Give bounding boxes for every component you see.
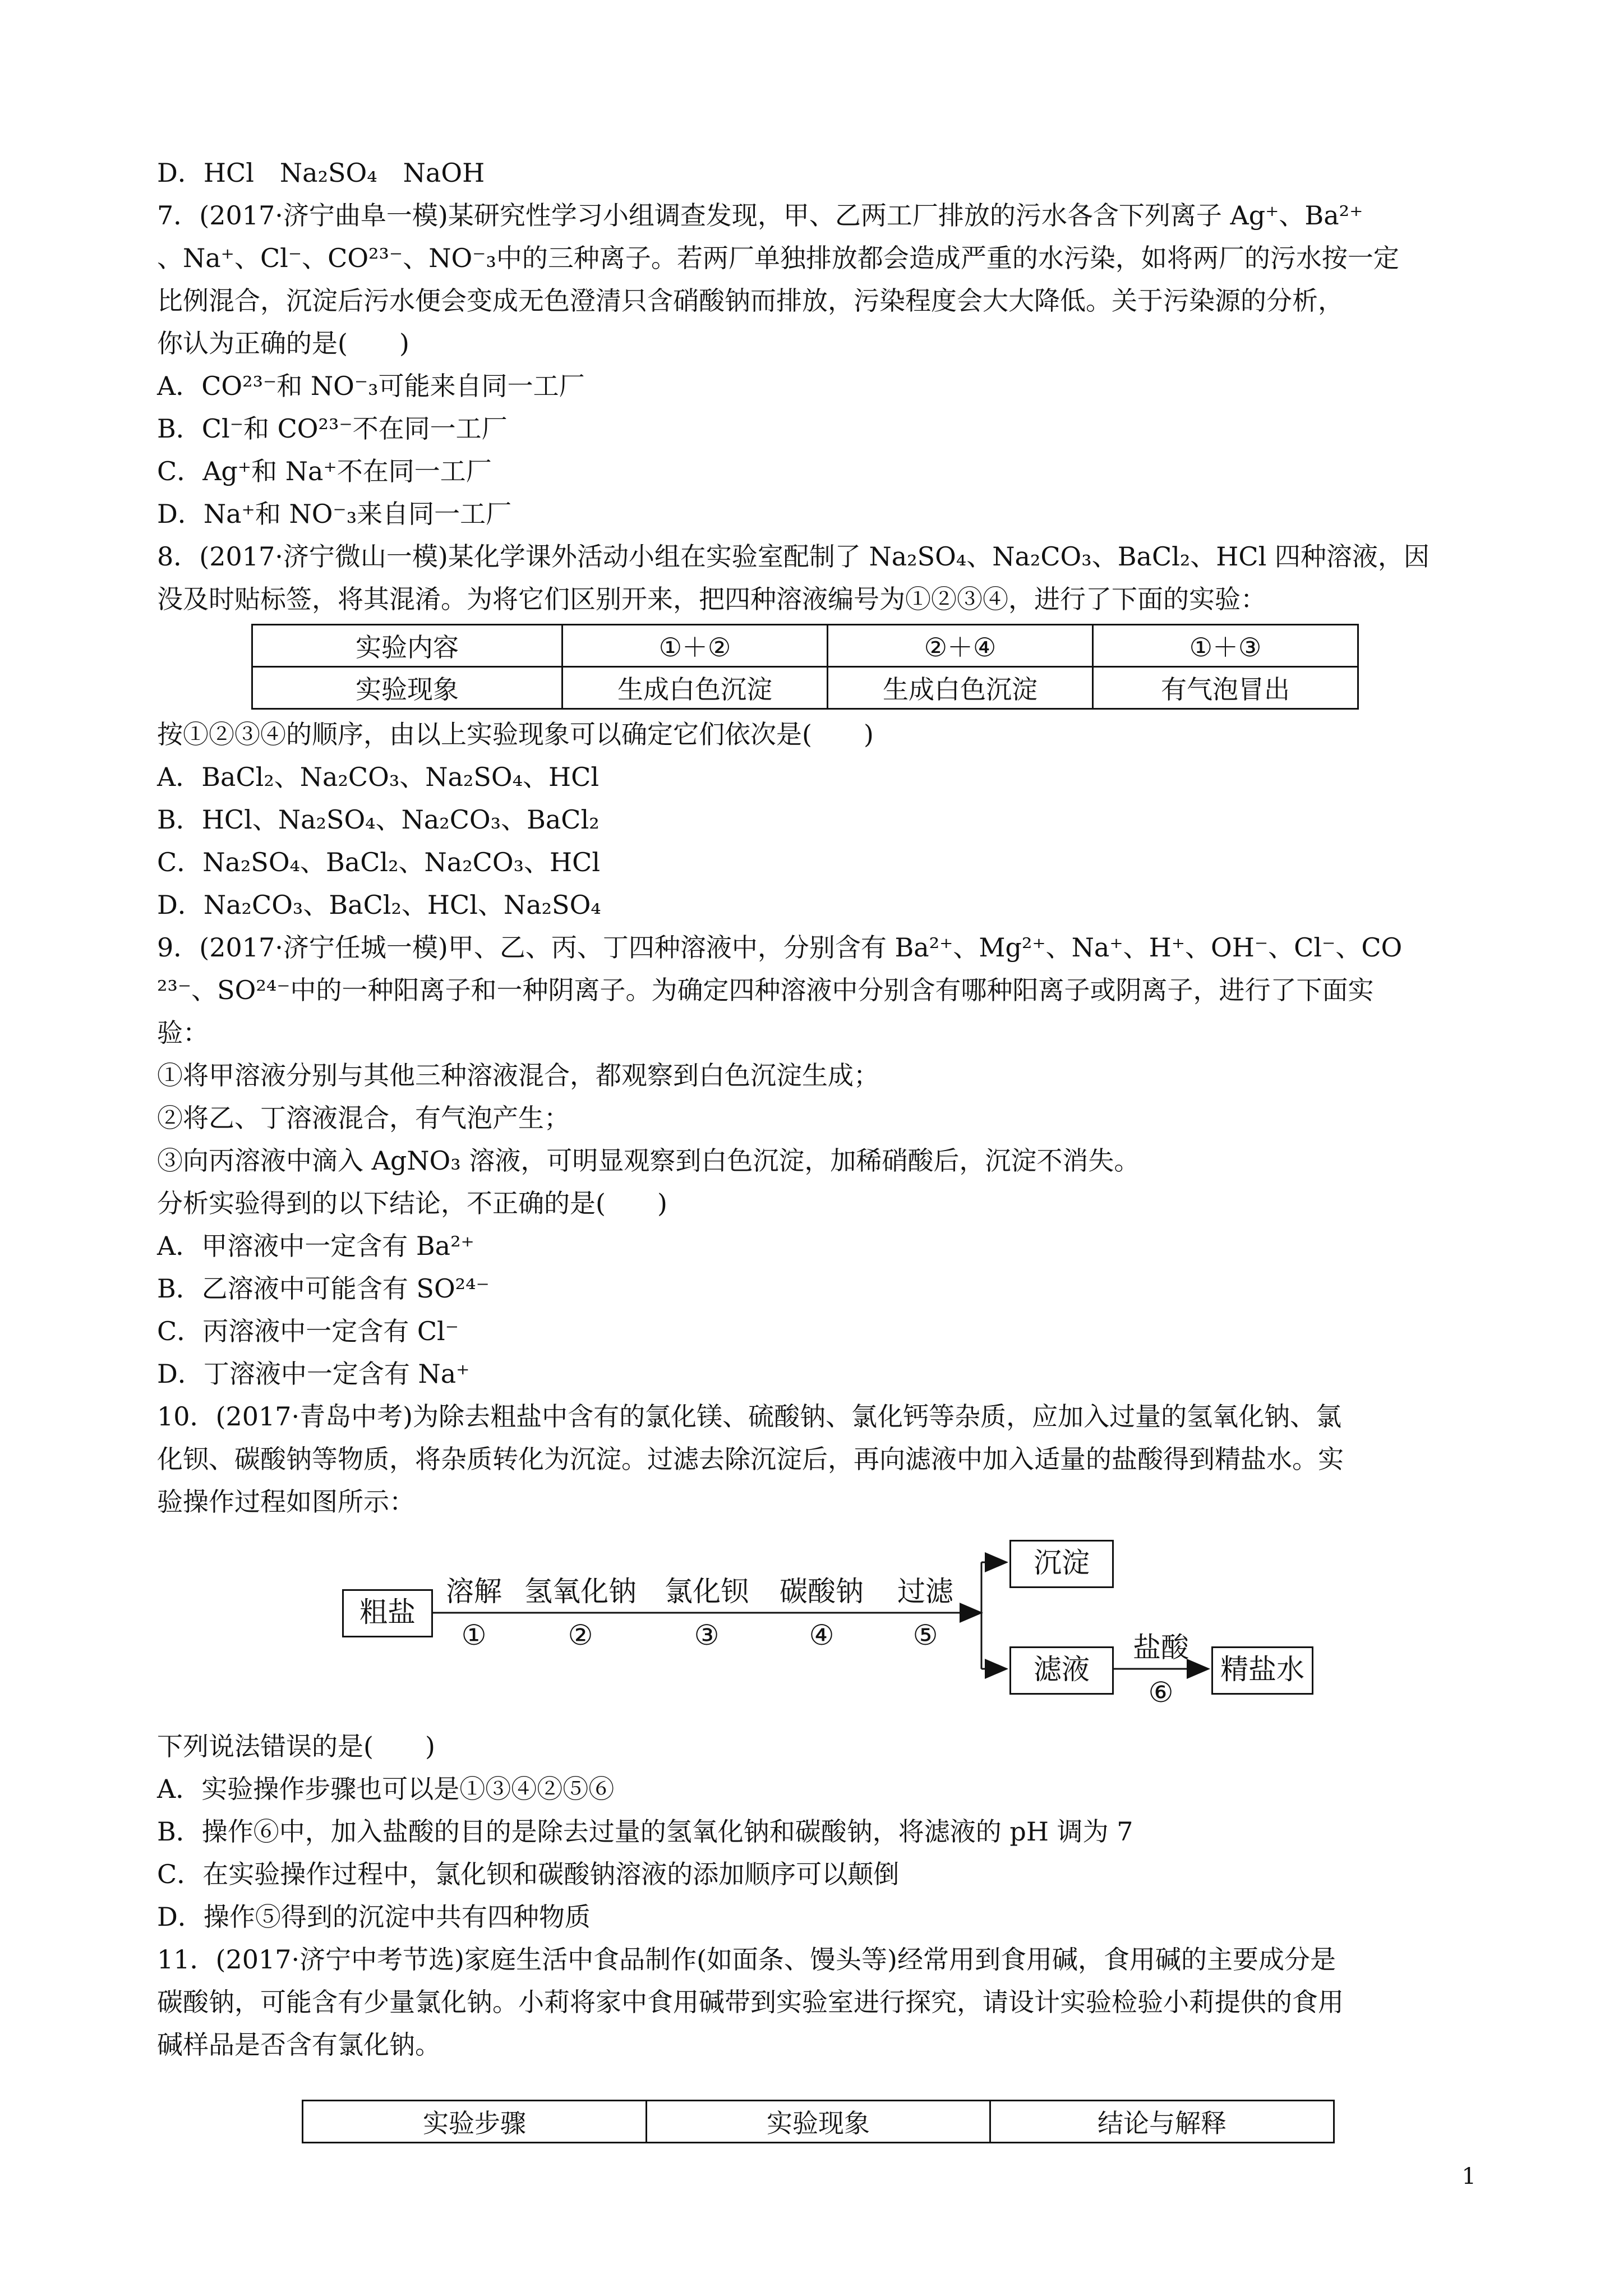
text-line: 碱样品是否含有氯化钠。 — [157, 2030, 441, 2060]
filtrate-box: 滤液 — [1009, 1646, 1114, 1695]
text-line: ²³⁻、SO²⁴⁻中的一种阳离子和一种阴离子。为确定四种溶液中分别含有哪种阳离子或阴离子，进行了下面实 — [157, 975, 1374, 1005]
text-line: B．乙溶液中可能含有 SO²⁴⁻ — [157, 1273, 490, 1304]
table-header: 实验现象 — [647, 2101, 990, 2143]
text-line: B．Cl⁻和 CO²³⁻不在同一工厂 — [157, 413, 508, 444]
text-line: 、Na⁺、Cl⁻、CO²³⁻、NO⁻₃中的三种离子。若两厂单独排放都会造成严重的水污染，如将两厂的污水按一定 — [157, 243, 1399, 273]
text-line: ③向丙溶液中滴入 AgNO₃ 溶液，可明显观察到白色沉淀，加稀硝酸后，沉淀不消失。 — [157, 1145, 1140, 1176]
refined-brine-box: 精盐水 — [1211, 1646, 1313, 1695]
text-line: C．在实验操作过程中，氯化钡和碳酸钠溶液的添加顺序可以颠倒 — [157, 1859, 900, 1889]
step-label: 溶解 — [446, 1575, 502, 1608]
text-line: D．HCl Na₂SO₄ NaOH — [157, 158, 485, 188]
process-flow-diagram — [157, 1529, 1385, 1719]
acid-step-number: ⑥ — [1148, 1676, 1174, 1709]
text-line: 碳酸钠，可能含有少量氯化钠。小莉将家中食用碱带到实验室进行探究，请设计实验检验小莉提供的食用 — [157, 1987, 1344, 2017]
text-line: D．Na⁺和 NO⁻₃来自同一工厂 — [157, 499, 512, 529]
table-header: 实验步骤 — [303, 2101, 647, 2143]
step-number: ④ — [809, 1619, 834, 1651]
text-line: D．操作⑤得到的沉淀中共有四种物质 — [157, 1902, 591, 1932]
step-number: ① — [461, 1619, 487, 1651]
answer-table-q11 — [302, 2100, 1335, 2143]
table-row — [303, 2101, 1334, 2143]
table-cell: 实验现象 — [252, 667, 562, 709]
table-cell: 生成白色沉淀 — [562, 667, 828, 709]
table-cell: 实验内容 — [252, 625, 562, 667]
text-line: ②将乙、丁溶液混合，有气泡产生； — [157, 1103, 570, 1133]
text-line: 分析实验得到的以下结论，不正确的是( ) — [157, 1188, 667, 1218]
document-page — [157, 151, 1430, 2143]
text-line: 7．(2017·济宁曲阜一模)某研究性学习小组调查发现，甲、乙两工厂排放的污水各含下列离子 Ag⁺、Ba²⁺ — [157, 200, 1363, 231]
text-line: 比例混合，沉淀后污水便会变成无色澄清只含硝酸钠而排放，污染程度会大大降低。关于污染源的分析， — [157, 286, 1344, 316]
text-line: 9．(2017·济宁任城一模)甲、乙、丙、丁四种溶液中，分别含有 Ba²⁺、Mg²⁺、Na⁺、H⁺、OH⁻、Cl⁻、CO — [157, 932, 1403, 963]
table-cell: ①＋② — [562, 625, 828, 667]
step-label: 氯化钡 — [665, 1575, 749, 1608]
table-row — [252, 625, 1358, 667]
table-cell: 生成白色沉淀 — [828, 667, 1093, 709]
text-line: C．Na₂SO₄、BaCl₂、Na₂CO₃、HCl — [157, 847, 601, 877]
question-block-8-10 — [157, 713, 1403, 1523]
crude-salt-box: 粗盐 — [342, 1589, 433, 1637]
step-label: 氢氧化钠 — [524, 1575, 637, 1608]
table-cell: ①＋③ — [1093, 625, 1358, 667]
text-line: A．CO²³⁻和 NO⁻₃可能来自同一工厂 — [157, 371, 585, 401]
step-number: ⑤ — [912, 1619, 938, 1651]
step-number: ② — [568, 1619, 593, 1651]
text-line: D．Na₂CO₃、BaCl₂、HCl、Na₂SO₄ — [157, 890, 601, 920]
text-line: 8．(2017·济宁微山一模)某化学课外活动小组在实验室配制了 Na₂SO₄、Na₂CO₃、BaCl₂、HCl 四种溶液，因 — [157, 541, 1430, 572]
text-line: 下列说法错误的是( ) — [157, 1731, 435, 1761]
step-number: ③ — [694, 1619, 720, 1651]
table-row — [252, 667, 1358, 709]
text-line: 11．(2017·济宁中考节选)家庭生活中食品制作(如面条、馒头等)经常用到食用碱，食用碱的主要成分是 — [157, 1944, 1336, 1975]
acid-label: 盐酸 — [1133, 1631, 1189, 1664]
table-header: 结论与解释 — [990, 2101, 1334, 2143]
text-line: 没及时贴标签，将其混淆。为将它们区别开来，把四种溶液编号为①②③④，进行了下面的实验： — [157, 584, 1266, 614]
text-line: A．实验操作步骤也可以是①③④②⑤⑥ — [157, 1774, 615, 1804]
page-number: 1 — [1461, 2164, 1476, 2189]
text-line: A．甲溶液中一定含有 Ba²⁺ — [157, 1231, 474, 1261]
text-line: 按①②③④的顺序，由以上实验现象可以确定它们依次是( ) — [157, 719, 874, 749]
text-line: D．丁溶液中一定含有 Na⁺ — [157, 1359, 470, 1389]
text-line: 验操作过程如图所示： — [157, 1487, 415, 1517]
text-line: B．HCl、Na₂SO₄、Na₂CO₃、BaCl₂ — [157, 804, 600, 835]
question-block-7-8 — [157, 151, 1430, 620]
text-line: C．丙溶液中一定含有 Cl⁻ — [157, 1316, 459, 1346]
step-label: 碳酸钠 — [780, 1575, 864, 1608]
step-label: 过滤 — [897, 1575, 953, 1608]
table-cell: ②＋④ — [828, 625, 1093, 667]
text-line: C．Ag⁺和 Na⁺不在同一工厂 — [157, 456, 492, 486]
experiment-table-q8 — [251, 624, 1359, 710]
text-line: 你认为正确的是( ) — [157, 328, 409, 358]
table-cell: 有气泡冒出 — [1093, 667, 1358, 709]
text-line: 验： — [157, 1018, 209, 1048]
text-line: 10．(2017·青岛中考)为除去粗盐中含有的氯化镁、硫酸钠、氯化钙等杂质，应加入过量的氢氧化钠、氯 — [157, 1401, 1342, 1432]
question-block-10-11 — [157, 1725, 1385, 2066]
text-line: A．BaCl₂、Na₂CO₃、Na₂SO₄、HCl — [157, 762, 600, 792]
text-line: B．操作⑥中，加入盐酸的目的是除去过量的氢氧化钠和碳酸钠，将滤液的 pH 调为 7 — [157, 1816, 1133, 1847]
precipitate-box: 沉淀 — [1009, 1540, 1114, 1588]
text-line: 化钡、碳酸钠等物质，将杂质转化为沉淀。过滤去除沉淀后，再向滤液中加入适量的盐酸得到精盐水。实 — [157, 1444, 1344, 1474]
text-line: ①将甲溶液分别与其他三种溶液混合，都观察到白色沉淀生成； — [157, 1060, 879, 1091]
